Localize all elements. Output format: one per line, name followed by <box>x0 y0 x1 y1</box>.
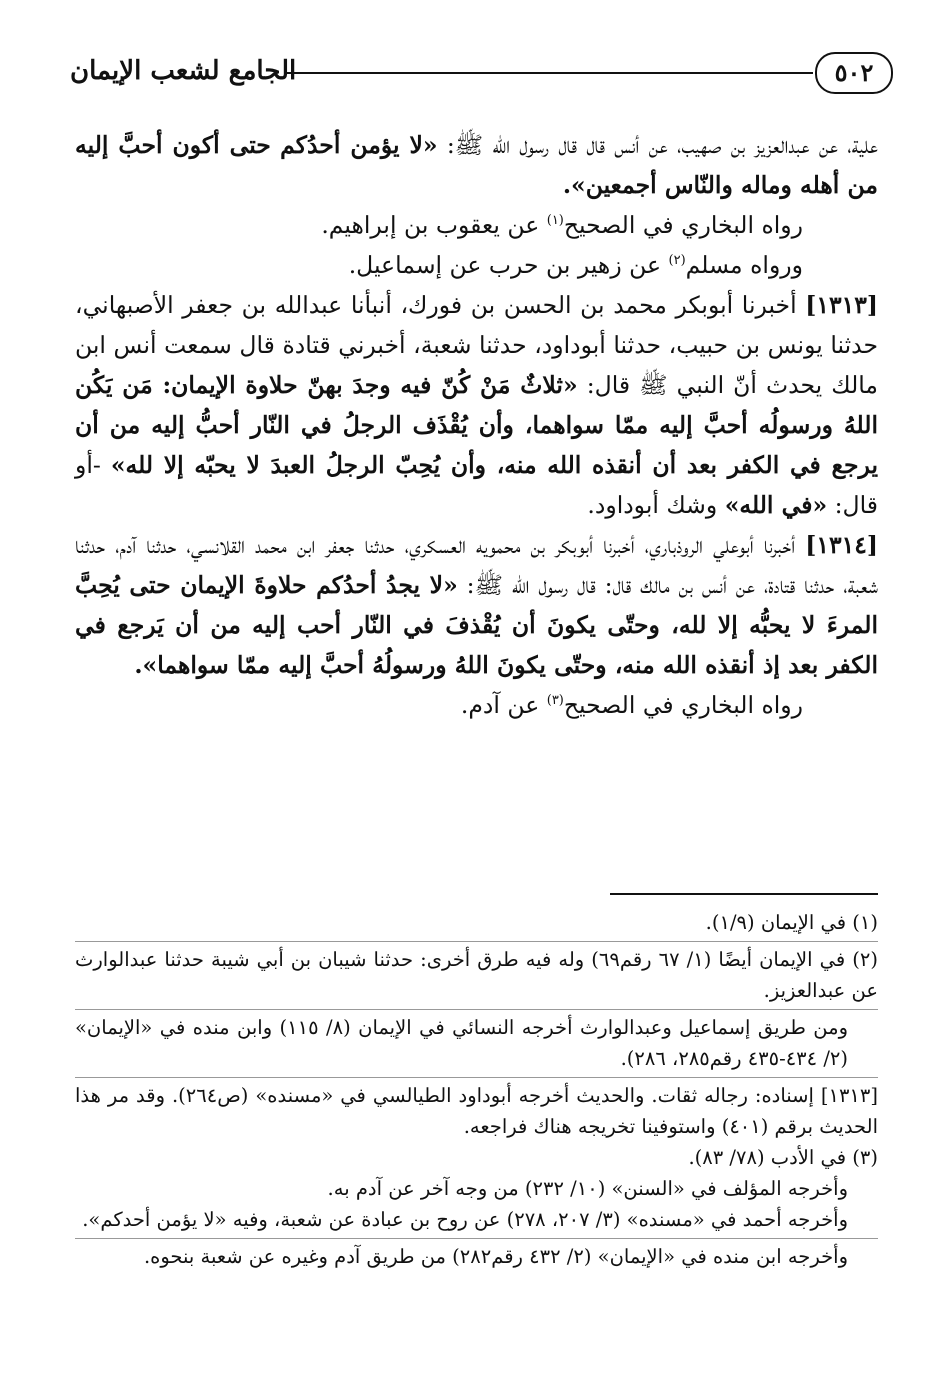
footnote-1: (١) في الإيمان (١/٩). <box>705 911 878 934</box>
footnote-3-line-a: وأخرجه المؤلف في «السنن» (١٠/ ٢٣٢) من وجه آخر عن آدم به. <box>327 1177 848 1200</box>
footnote-marker-2: (٢) <box>668 253 686 269</box>
footnote-marker-3: (٣) <box>546 693 564 709</box>
hadith-number: [١٣١٣] <box>805 291 878 319</box>
paragraph-bukhari-reference <box>75 205 878 245</box>
footnote-3-line-b: وأخرجه أحمد في «مسنده» (٣/ ٢٠٧، ٢٧٨) عن روح بن عبادة عن شعبة، وفيه «لا يؤمن أحدكم». <box>82 1208 848 1231</box>
footnote-3: (٣) في الأدب (٧٨/ ٨٣). <box>688 1146 878 1169</box>
hadith-text: «في الله» <box>724 491 828 519</box>
hadith-chain-text: أخبرنا أبوبكر محمد بن الحسن بن فورك، أنبأنا عبدالله بن جعفر الأصبهاني، حدثنا يونس بن حبيب، حدثنا أبوداود، حدثنا شعبة، أخبرني قتادة قال سمعت أنس ابن مالك يحدث أنّ النبي ﷺ قال: <box>75 291 878 399</box>
page-header <box>70 50 893 100</box>
page-number-badge: ٥٠٢ <box>815 52 893 94</box>
hadith-note: -أو قال: <box>75 451 878 519</box>
footnote-1313: [١٣١٣] إسناده: رجاله ثقات. والحديث أخرجه أبوداود الطيالسي في «مسنده» (ص٢٦٤). وقد مر هذا الحديث برقم (٤٠١) واستوفينا تخريجه هناك فراجعه. <box>75 1084 878 1138</box>
hadith-number: [١٣١٤] <box>805 531 878 559</box>
reference-text: ورواه مسلم <box>685 251 803 279</box>
footnote-2: (٢) في الإيمان أيضًا (١/ ٦٧ رقم٦٩) وله فيه طرق أخرى: حدثنا شيبان بن أبي شيبة حدثنا عبدالوارث عن عبدالعزيز. <box>75 948 878 1002</box>
hadith-text: حتى أكون أحبَّ إليه من أهله وماله والنّاس أجمعين». <box>75 131 878 199</box>
paragraph-final-reference <box>75 685 878 725</box>
reference-text: عن يعقوب بن إبراهيم. <box>321 211 547 239</box>
footnotes <box>75 907 878 1272</box>
hadith-1313 <box>75 285 878 525</box>
book-title: الجامع لشعب الإيمان <box>70 56 297 86</box>
footnote-marker-1: (١) <box>546 213 564 229</box>
hadith-chain-text: علية، عن عبدالعزيز بن صهيب، عن أنس قال قال رسول الله ﷺ: <box>437 131 878 159</box>
reference-text: رواه البخاري في الصحيح <box>563 211 803 239</box>
header-rule <box>285 72 813 74</box>
paragraph-hadith-end <box>75 125 878 205</box>
hadith-note: وشك أبوداود. <box>587 491 725 519</box>
hadith-text: «لا يؤمن أحدُكم <box>280 131 438 159</box>
reference-text: عن آدم. <box>460 691 547 719</box>
footnote-separator <box>610 893 878 895</box>
hadith-chain-text: أخبرنا أبوعلي الروذباري، أخبرنا أبوبكر بن محمويه العسكري، حدثنا جعفر ابن محمد القلانسي، حدثنا آدم، حدثنا شعبة، حدثنا قتادة، عن أنس بن مالك قال: قال رسول الله ﷺ: <box>75 531 878 599</box>
main-text <box>75 125 878 725</box>
footnote-divider <box>75 1238 878 1239</box>
hadith-text: «لا يجدُ أحدُكم حلاوةَ الإيمان حتى يُحِبَّ المرءَ لا يحبُّه إلا لله، وحتّى يكونَ أن يُقْذفَ في النّار أحب إليه من أن يَرجع في الكفر بعد إذ أنقذه الله منه، وحتّى يكونَ اللهُ ورسولُهُ أحبَّ إليه ممّا سواهما». <box>75 571 878 679</box>
hadith-1314 <box>75 525 878 685</box>
footnote-2-continuation: ومن طريق إسماعيل وعبدالوارث أخرجه النسائي في الإيمان (٨/ ١١٥) وابن منده في «الإيمان» (٢/ ٤٣٤-٤٣٥ رقم٢٨٥، ٢٨٦). <box>75 1016 848 1070</box>
footnote-divider <box>75 941 878 942</box>
reference-text: عن زهير بن حرب عن إسماعيل. <box>348 251 669 279</box>
footnote-3-line-c: وأخرجه ابن منده في «الإيمان» (٢/ ٤٣٢ رقم٢٨٢) من طريق آدم وغيره عن شعبة بنحوه. <box>143 1245 848 1268</box>
paragraph-muslim-reference <box>75 245 878 285</box>
hadith-text: «ثلاثٌ مَنْ كُنّ فيه وجدَ بهنّ حلاوة الإيمان: مَن يَكُن اللهُ ورسولُه أحبَّ إليه ممّا سواهما، وأن يُقْذَف الرجلُ في النّار أحبُّ إليه من أن يرجع في الكفر بعد أن أنقذه الله منه، وأن يُحِبّ الرجلُ العبدَ لا يحبّه إلا لله» <box>75 371 878 479</box>
footnote-divider <box>75 1009 878 1010</box>
footnote-divider <box>75 1077 878 1078</box>
reference-text: رواه البخاري في الصحيح <box>563 691 803 719</box>
